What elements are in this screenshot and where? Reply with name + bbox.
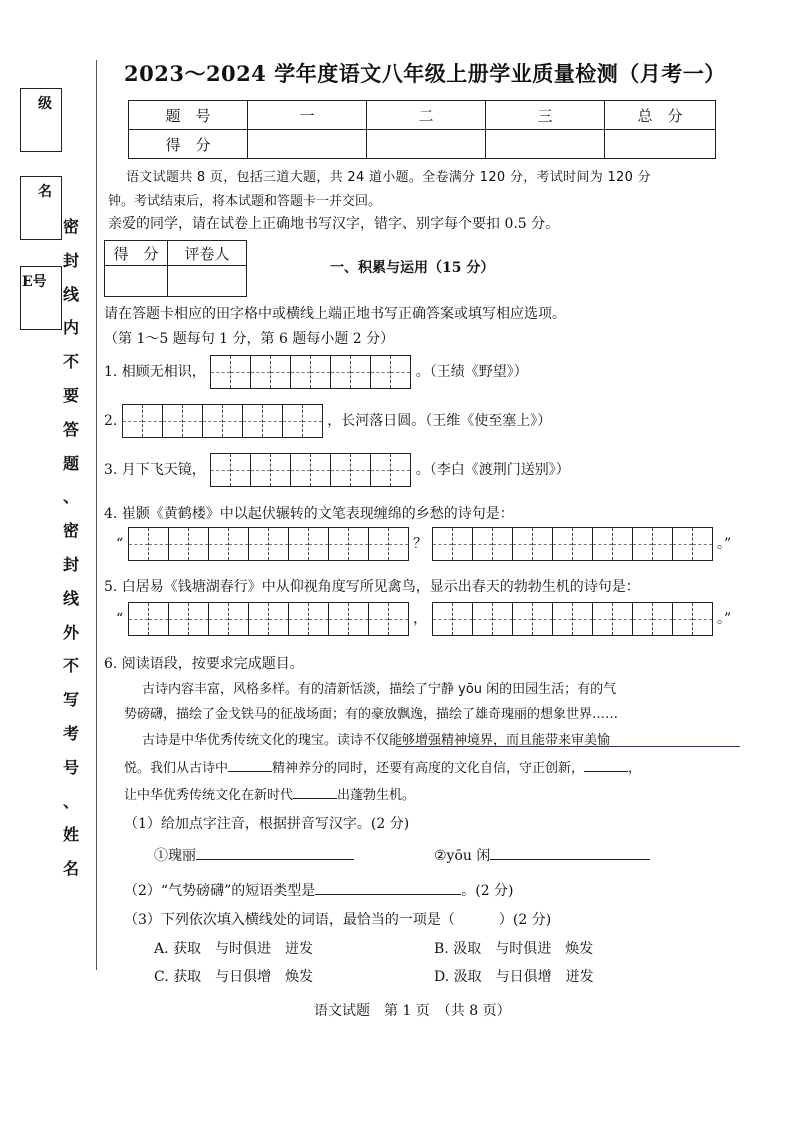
grid-cell[interactable]: [653, 528, 673, 560]
fill-blank-2[interactable]: [584, 771, 628, 772]
grid-cell[interactable]: [331, 454, 351, 486]
passage-line: [124, 784, 415, 803]
class-label: 级: [38, 96, 52, 112]
seal-line-char: 封: [62, 555, 79, 574]
grid-cell[interactable]: [209, 528, 229, 560]
grid-cell[interactable]: [329, 528, 349, 560]
grid-cell[interactable]: [123, 405, 143, 437]
item-label: ）(2 分): [498, 912, 552, 928]
seal-line-char: 名: [62, 859, 79, 879]
grid-cell[interactable]: [473, 603, 493, 635]
question-5: 5. 白居易《钱塘湖春行》中从仰视角度写所见禽鸟，显示出春天的勃勃生机的诗句是：: [104, 579, 640, 595]
seal-line-char: 不: [62, 656, 79, 676]
score-table-header: 总 分: [605, 101, 716, 130]
grid-cell[interactable]: [553, 603, 573, 635]
item-label: （2）“气势磅礴”的短语类型是: [124, 883, 316, 899]
page-footer: 语文试题 第 1 页 （共 8 页）: [314, 1003, 511, 1019]
passage-text: 出蓬勃生机。: [337, 788, 416, 803]
grid-cell[interactable]: [129, 528, 149, 560]
grid-cell[interactable]: [453, 603, 473, 635]
grid-cell[interactable]: [391, 454, 410, 486]
question-3-text: 3. 月下飞天镜，: [104, 462, 206, 478]
grid-cell[interactable]: [311, 454, 331, 486]
answer-grid-q5a[interactable]: [128, 602, 409, 636]
seal-line-char: 线: [62, 588, 79, 608]
grid-cell[interactable]: [149, 603, 169, 635]
grid-cell[interactable]: [493, 528, 513, 560]
passage-line: 古诗内容丰富，风格多样。有的清新恬淡，描绘了宁静 yōu 闲的田园生活；有的气: [142, 682, 617, 697]
score-cell[interactable]: [248, 130, 367, 159]
subquestion-1: （1）给加点字注音，根据拼音写汉字。(2 分): [124, 816, 410, 832]
grid-cell[interactable]: [349, 528, 369, 560]
grid-cell[interactable]: [189, 603, 209, 635]
grid-cell[interactable]: [251, 356, 271, 388]
grid-cell[interactable]: [169, 603, 189, 635]
seal-line-char: 密: [62, 217, 79, 236]
question-1-source: 。（王绩《野望》）: [415, 364, 528, 380]
fill-blank-1[interactable]: [228, 771, 272, 772]
answer-grid-q5b[interactable]: [432, 602, 713, 636]
grid-cell[interactable]: [309, 603, 329, 635]
section-instruction: 请在答题卡相应的田字格中或横线上端正地书写正确答案或填写相应选项。: [104, 306, 566, 322]
grid-cell[interactable]: [291, 454, 311, 486]
grid-cell[interactable]: [211, 356, 231, 388]
grid-cell[interactable]: [369, 603, 389, 635]
grid-cell[interactable]: [513, 528, 533, 560]
grid-cell[interactable]: [433, 603, 453, 635]
grid-cell[interactable]: [211, 454, 231, 486]
option-b: B. 汲取 与时俱进 焕发: [434, 941, 594, 957]
id-label: E号: [22, 274, 47, 290]
question-4-answer: [116, 527, 731, 561]
close-quote: 。”: [716, 536, 732, 552]
open-quote: “: [116, 536, 124, 552]
seal-line-char: 、: [62, 487, 79, 507]
grid-cell[interactable]: [433, 528, 453, 560]
question-3-source: 。（李白《渡荆门送别》）: [415, 462, 570, 478]
grid-cell[interactable]: [593, 528, 613, 560]
grid-cell[interactable]: [533, 603, 553, 635]
grid-cell[interactable]: [653, 603, 673, 635]
grid-cell[interactable]: [493, 603, 513, 635]
grid-cell[interactable]: [613, 528, 633, 560]
grid-cell[interactable]: [613, 603, 633, 635]
option-c: C. 获取 与日俱增 焕发: [154, 969, 314, 985]
seal-line-char: 写: [62, 690, 79, 710]
seal-line-char: 答: [62, 419, 79, 439]
grid-cell[interactable]: [229, 528, 249, 560]
grid-cell[interactable]: [271, 454, 291, 486]
question-2-source: ，长河落日圆。（王维《使至塞上》）: [327, 413, 552, 429]
grid-cell[interactable]: [349, 603, 369, 635]
grid-cell[interactable]: [533, 528, 553, 560]
passage-line: 古诗是中华优秀传统文化的瑰宝。读诗不仅能够增强精神境界，而且能带来审美愉: [142, 733, 611, 748]
grid-cell[interactable]: [231, 356, 251, 388]
item-label: ①瑰丽: [154, 848, 196, 864]
grid-cell[interactable]: [243, 405, 263, 437]
grid-cell[interactable]: [351, 454, 371, 486]
grid-cell[interactable]: [453, 528, 473, 560]
answer-grid-q3[interactable]: [210, 453, 411, 487]
grid-cell[interactable]: [249, 603, 269, 635]
passage-text: 悦。我们从古诗中: [124, 761, 229, 776]
answer-line[interactable]: [315, 894, 461, 895]
grid-cell[interactable]: [693, 603, 712, 635]
grader-name-label: 评卷人: [168, 241, 247, 266]
passage-text: ，: [628, 761, 642, 776]
grid-cell[interactable]: [351, 356, 371, 388]
grid-cell[interactable]: [183, 405, 203, 437]
grid-cell[interactable]: [309, 528, 329, 560]
option-a: A. 获取 与时俱进 迸发: [154, 941, 314, 957]
grid-cell[interactable]: [573, 603, 593, 635]
fill-blank-3[interactable]: [293, 798, 337, 799]
score-cell[interactable]: [367, 130, 486, 159]
item-label: （3）下列依次填入横线处的词语，最恰当的一项是（: [124, 912, 455, 928]
grid-cell[interactable]: [389, 603, 408, 635]
grid-cell[interactable]: [673, 528, 693, 560]
section-heading: 一、积累与运用（15 分）: [330, 260, 495, 276]
section-points: （第 1～5 题每句 1 分，第 6 题每小题 2 分）: [104, 331, 395, 347]
grid-cell[interactable]: [223, 405, 243, 437]
answer-line[interactable]: [196, 859, 354, 860]
grid-cell[interactable]: [371, 454, 391, 486]
score-cell[interactable]: [605, 130, 716, 159]
grid-cell[interactable]: [311, 356, 331, 388]
grid-cell[interactable]: [389, 528, 408, 560]
grid-cell[interactable]: [673, 603, 693, 635]
grid-cell[interactable]: [371, 356, 391, 388]
grid-cell[interactable]: [283, 405, 303, 437]
seal-line-char: 内: [62, 318, 79, 338]
grid-cell[interactable]: [633, 603, 653, 635]
grid-cell[interactable]: [289, 528, 309, 560]
grid-cell[interactable]: [209, 603, 229, 635]
grid-cell[interactable]: [329, 603, 349, 635]
question-1-text: 1. 相顾无相识，: [104, 364, 206, 380]
grid-cell[interactable]: [251, 454, 271, 486]
subquestion-1-b: [434, 845, 650, 865]
seal-line-char: 考: [62, 724, 79, 743]
grid-cell[interactable]: [229, 603, 249, 635]
seal-line-char: 号: [62, 757, 79, 777]
item-label: ②yōu 闲: [434, 848, 491, 864]
seal-line-char: 姓: [62, 825, 79, 845]
score-table-header: 一: [248, 101, 367, 130]
score-table-header: 二: [367, 101, 486, 130]
grid-cell[interactable]: [573, 528, 593, 560]
notice-line: 亲爱的同学，请在试卷上正确地书写汉字，错字、别字每个要扣 0.5 分。: [108, 216, 560, 232]
subquestion-2: [124, 880, 514, 900]
grid-cell[interactable]: [303, 405, 322, 437]
grid-cell[interactable]: [289, 603, 309, 635]
seal-line-char: 线: [62, 284, 79, 304]
seal-line-char: 要: [62, 386, 79, 405]
grader-box: [104, 240, 247, 297]
grid-cell[interactable]: [553, 528, 573, 560]
binding-line: [96, 60, 97, 970]
grid-cell[interactable]: [291, 356, 311, 388]
seal-line-char: 、: [62, 791, 79, 811]
seal-line-char: 封: [62, 250, 79, 270]
open-quote: “: [116, 611, 124, 627]
grid-cell[interactable]: [633, 528, 653, 560]
score-cell[interactable]: [486, 130, 605, 159]
comma: ，: [413, 611, 428, 627]
passage-text: 精神养分的同时，还要有高度的文化自信，守正创新，: [272, 761, 585, 776]
score-table-header: 题 号: [129, 101, 248, 130]
grid-cell[interactable]: [129, 603, 149, 635]
grid-cell[interactable]: [143, 405, 163, 437]
grid-cell[interactable]: [513, 603, 533, 635]
grid-cell[interactable]: [263, 405, 283, 437]
passage-line: [124, 757, 641, 776]
grid-cell[interactable]: [473, 528, 493, 560]
passage-text: 让中华优秀传统文化在新时代: [124, 788, 294, 803]
grid-cell[interactable]: [231, 454, 251, 486]
grid-cell[interactable]: [593, 603, 613, 635]
grader-score-cell[interactable]: [105, 266, 168, 297]
name-label: 名: [38, 184, 52, 200]
grid-cell[interactable]: [269, 603, 289, 635]
answer-grid-q4b[interactable]: [432, 527, 713, 561]
grid-cell[interactable]: [189, 528, 209, 560]
seal-line-char: 题: [62, 453, 79, 473]
passage-line: 势磅礴，描绘了金戈铁马的征战场面；有的豪放飘逸，描绘了雄奇瑰丽的想象世界……: [124, 707, 619, 722]
grader-score-label: 得 分: [105, 241, 168, 266]
item-label: 。(2 分): [461, 883, 514, 899]
seal-line-char: 密: [62, 521, 79, 541]
notice-line: 语文试题共 8 页，包括三道大题，共 24 道小题。全卷满分 120 分，考试时间为 120 分: [126, 170, 651, 185]
question-mark: ？: [413, 536, 428, 552]
question-1: [104, 355, 528, 389]
grid-cell[interactable]: [693, 528, 712, 560]
seal-line-char: 不: [62, 352, 79, 372]
score-row-label: 得 分: [129, 130, 248, 159]
subquestion-1-a: [154, 845, 354, 865]
grid-cell[interactable]: [369, 528, 389, 560]
close-quote: 。”: [716, 611, 732, 627]
grid-cell[interactable]: [149, 528, 169, 560]
subquestion-3: [124, 909, 551, 929]
question-4: 4. 崔颢《黄鹤楼》中以起伏辗转的文笔表现缠绵的乡愁的诗句是：: [104, 506, 514, 522]
question-2: [104, 404, 551, 438]
question-6: 6. 阅读语段，按要求完成题目。: [104, 656, 304, 672]
grid-cell[interactable]: [249, 528, 269, 560]
grid-cell[interactable]: [271, 356, 291, 388]
grader-name-cell[interactable]: [168, 266, 247, 297]
notice-line: 钟。考试结束后，将本试题和答题卡一并交回。: [108, 194, 382, 209]
question-3: [104, 453, 570, 487]
grid-cell[interactable]: [163, 405, 183, 437]
answer-grid-q4a[interactable]: [128, 527, 409, 561]
question-2-text: 2.: [104, 413, 118, 429]
answer-grid-q1[interactable]: [210, 355, 411, 389]
question-5-answer: [116, 602, 731, 636]
grid-cell[interactable]: [331, 356, 351, 388]
underline-mark: [396, 746, 740, 747]
grid-cell[interactable]: [391, 356, 410, 388]
score-table-header: 三: [486, 101, 605, 130]
grid-cell[interactable]: [269, 528, 289, 560]
grid-cell[interactable]: [169, 528, 189, 560]
grid-cell[interactable]: [203, 405, 223, 437]
answer-grid-q2[interactable]: [122, 404, 323, 438]
score-table: [128, 100, 716, 159]
seal-line-char: 外: [62, 622, 79, 642]
option-d: D. 汲取 与日俱增 迸发: [434, 969, 594, 985]
page-title: 2023～2024 学年度语文八年级上册学业质量检测（月考一）: [124, 61, 726, 86]
answer-line[interactable]: [490, 859, 650, 860]
